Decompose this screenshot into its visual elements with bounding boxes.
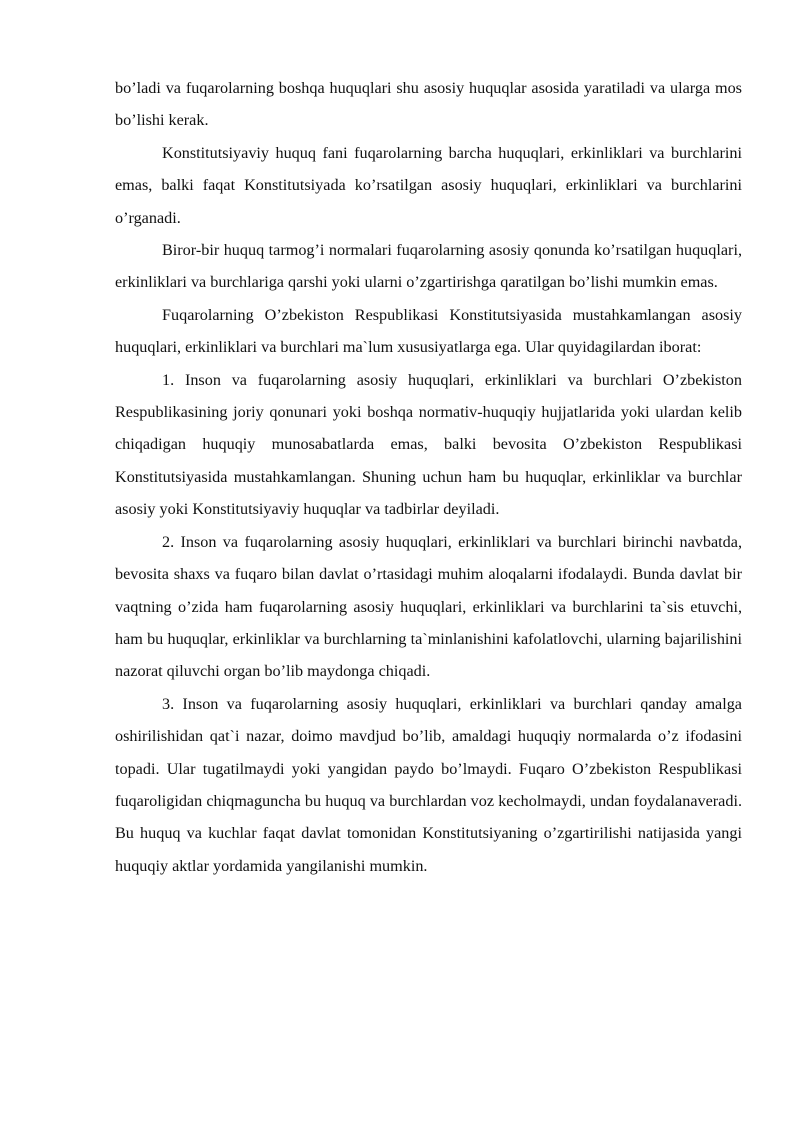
paragraph-subject-scope: Konstitutsiyaviy huquq fani fuqarolarning barcha huquqlari, erkinliklari va burchlarini emas, balki faqat Konstitutsiyada ko’rsatilgan asosiy huquqlari, erkinliklari va burchlarini o’rganadi. [115,143,742,227]
document-page [115,72,742,882]
paragraph-norms-restriction: Biror-bir huquq tarmog’i normalari fuqarolarning asosiy qonunda ko’rsatilgan huquqlari, erkinliklari va burchlariga qarshi yoki ularni o’zgartirishga qaratilgan bo’lishi mumkin emas. [115,241,742,292]
paragraph-continuation: bo’ladi va fuqarolarning boshqa huquqlari shu asosiy huquqlar asosida yaratiladi va ularga mos bo’lishi kerak. [115,79,742,130]
paragraph-features-intro: Fuqarolarning O’zbekiston Respublikasi Konstitutsiyasida mustahkamlangan asosiy huquqlari, erkinliklari va burchlari ma`lum xususiyatlarga ega. Ular quyidagilardan iborat: [115,305,742,357]
paragraph-feature-3: 3. Inson va fuqarolarning asosiy huquqlari, erkinliklari va burchlari qanday amalga oshirilishidan qat`i nazar, doimo mavdjud bo’lib, amaldagi huquqiy normalarda o’z ifodasini topadi. Ular tugatilmaydi yoki yangidan paydo bo’lmaydi. Fuqaro O’zbekiston Respublikasi fuqaroligidan chiqmaguncha bu huquq va burchlardan voz kecholmaydi, undan foydalanaveradi. Bu huquq va kuchlar faqat davlat tomonidan Konstitutsiyaning o’zgartirilishi natijasida yangi huquqiy aktlar yordamida yangilanishi mumkin. [115,694,742,875]
paragraph-feature-2: 2. Inson va fuqarolarning asosiy huquqlari, erkinliklari va burchlari birinchi navbatda, bevosita shaxs va fuqaro bilan davlat o’rtasidagi muhim aloqalarni ifodalaydi. Bunda davlat bir vaqtning o’zida ham fuqarolarning asosiy huquqlari, erkinliklari va burchlarini ta`sis etuvchi, ham bu huquqlar, erkinliklar va burchlarning ta`minlanishini kafolatlovchi, ularning bajarilishini nazorat qiluvchi organ bo’lib maydonga chiqadi. [115,532,742,681]
paragraph-feature-1: 1. Inson va fuqarolarning asosiy huquqlari, erkinliklari va burchlari O’zbekiston Respublikasining joriy qonunari yoki boshqa normativ-huquqiy hujjatlarida yoki ulardan kelib chiqadigan huquqiy munosabatlarda emas, balki bevosita O’zbekiston Respublikasi Konstitutsiyasida mustahkamlangan. Shuning uchun ham bu huquqlar, erkinliklar va burchlar asosiy yoki Konstitutsiyaviy huquqlar va tadbirlar deyiladi. [115,370,742,519]
